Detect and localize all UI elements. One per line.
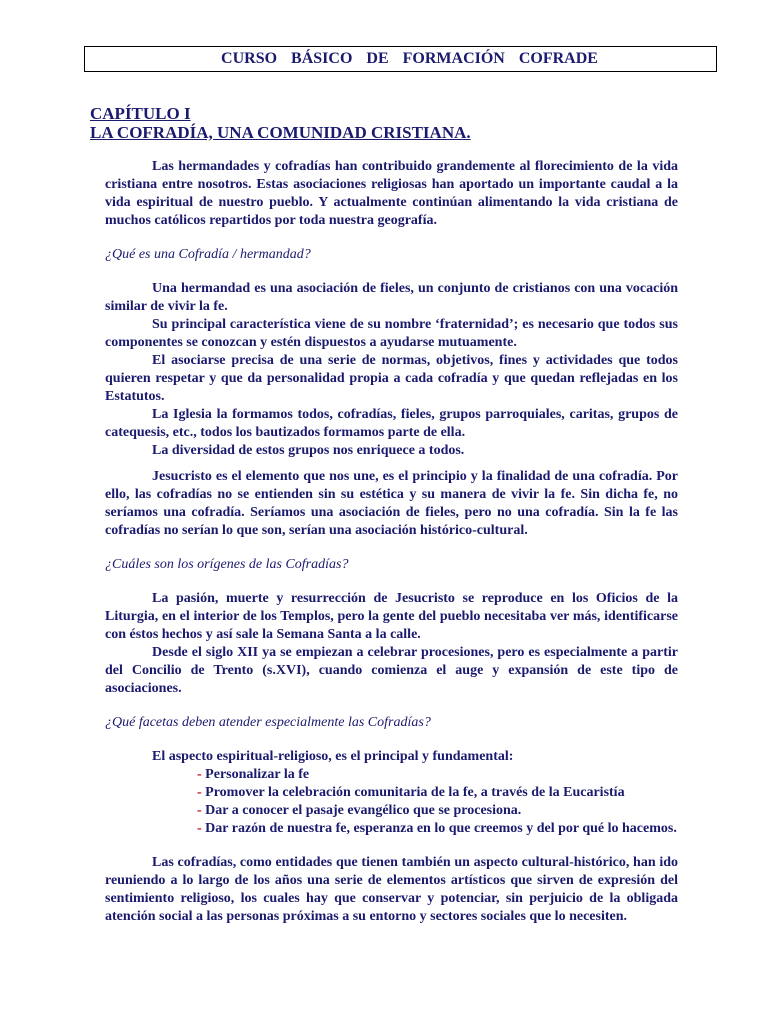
question-heading: ¿Qué es una Cofradía / hermandad? — [105, 247, 311, 262]
paragraph: La diversidad de estos grupos nos enriquece a todos. — [152, 443, 465, 458]
document-body — [105, 158, 678, 926]
paragraph: La pasión, muerte y resurrección de Jesucristo se reproduce en los Oficios de la Liturgia, en el interior de los Templos, pero la gente del pueblo necesitaba ver más, identificarse con éstos hechos y así sale la Semana Santa a la calle. — [105, 591, 678, 642]
course-title-box — [84, 46, 717, 72]
paragraph: Jesucristo es el elemento que nos une, es el principio y la finalidad de una cofradía. Por ello, las cofradías no se entienden sin su estética y su manera de vivir la fe. Sin dicha fe, no seríamos una cofradía. Seríamos una asociación de fieles, pero no una cofradía. Sin la fe las cofradías no serían lo que son, serían una asociación histórico-cultural. — [105, 469, 678, 538]
chapter-title: LA COFRADÍA, UNA COMUNIDAD CRISTIANA. — [90, 123, 471, 142]
question-heading: ¿Cuáles son los orígenes de las Cofradías? — [105, 557, 349, 572]
paragraph: Su principal característica viene de su nombre ‘fraternidad’; es necesario que todos sus componentes se conozcan y estén dispuestos a ayudarse mutuamente. — [105, 317, 678, 350]
course-title: CURSO BÁSICO DE FORMACIÓN COFRADE — [221, 50, 598, 67]
list-item: - Dar razón de nuestra fe, esperanza en lo que creemos y del por qué lo hacemos. — [197, 821, 677, 836]
paragraph: El aspecto espiritual-religioso, es el principal y fundamental: — [152, 749, 514, 764]
paragraph: Desde el siglo XII ya se empiezan a celebrar procesiones, pero es especialmente a partir del Concilio de Trento (s.XVI), cuando comienza el auge y expansión de este tipo de asociaciones. — [105, 645, 678, 696]
list-item: - Promover la celebración comunitaria de la fe, a través de la Eucaristía — [197, 785, 625, 800]
intro-paragraph: Las hermandades y cofradías han contribuido grandemente al florecimiento de la vida cristiana entre nosotros. Estas asociaciones religiosas han aportado un importante caudal a la vida espiritual de nuestro pueblo. Y actualmente continúan alimentando la vida cristiana de muchos católicos repartidos por toda nuestra geografía. — [105, 159, 678, 228]
chapter-heading — [90, 104, 471, 142]
list-item: - Personalizar la fe — [197, 767, 310, 782]
question-heading: ¿Qué facetas deben atender especialmente las Cofradías? — [105, 715, 431, 730]
paragraph: El asociarse precisa de una serie de normas, objetivos, fines y actividades que todos quieren respetar y que da personalidad propia a cada cofradía y que quedan reflejadas en los Estatutos. — [105, 353, 678, 404]
paragraph: Las cofradías, como entidades que tienen también un aspecto cultural-histórico, han ido reuniendo a lo largo de los años una serie de elementos artísticos que sirven de expresión del sentimiento religioso, los cuales hay que conservar y potenciar, sin perjuicio de la obligada atención social a las personas próximas a su entorno y sectores sociales que lo necesiten. — [105, 855, 678, 924]
list-item: - Dar a conocer el pasaje evangélico que se procesiona. — [197, 803, 522, 818]
facets-list — [197, 766, 678, 838]
paragraph: Una hermandad es una asociación de fieles, un conjunto de cristianos con una vocación similar de vivir la fe. — [105, 281, 678, 314]
paragraph: La Iglesia la formamos todos, cofradías, fieles, grupos parroquiales, caritas, grupos de catequesis, etc., todos los bautizados formamos parte de ella. — [105, 407, 678, 440]
chapter-number: CAPÍTULO I — [90, 104, 191, 123]
